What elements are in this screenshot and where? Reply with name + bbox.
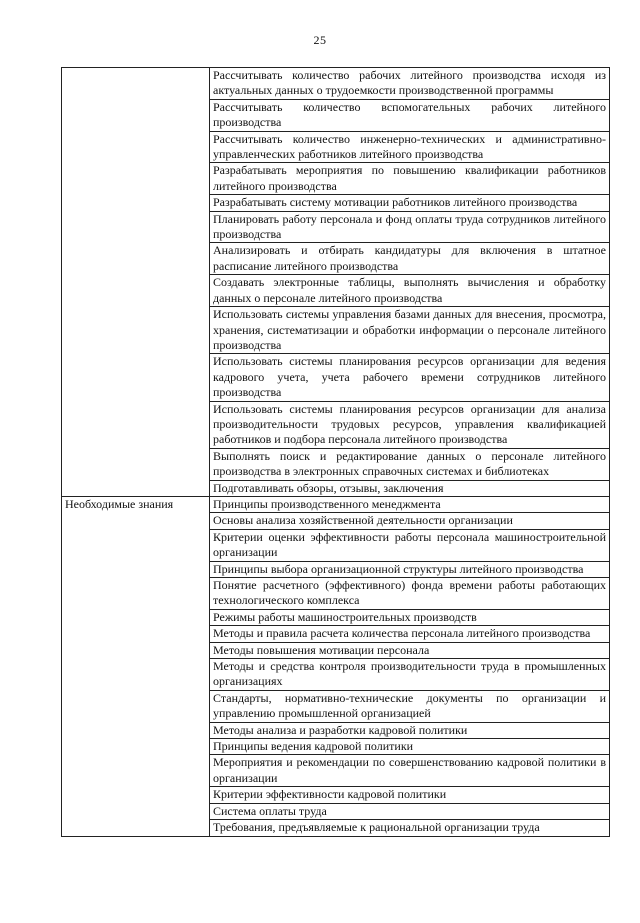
requirement-cell: Требования, предъявляемые к рациональной организации труда (210, 820, 610, 836)
requirement-cell: Методы анализа и разработки кадровой политики (210, 722, 610, 738)
requirement-cell: Методы повышения мотивации персонала (210, 642, 610, 658)
requirement-cell: Критерии эффективности кадровой политики (210, 787, 610, 803)
requirement-cell: Система оплаты труда (210, 803, 610, 819)
requirement-cell: Рассчитывать количество инженерно-технических и административно-управленческих работников литейного производства (210, 131, 610, 163)
table-row (62, 68, 610, 100)
requirement-cell: Использовать системы управления базами данных для внесения, просмотра, хранения, систематизации и обработки информации о персонале литейного производства (210, 307, 610, 354)
requirement-cell: Методы и правила расчета количества персонала литейного производства (210, 626, 610, 642)
table-row (62, 496, 610, 512)
requirement-cell: Рассчитывать количество рабочих литейного производства исходя из актуальных данных о трудоемкости производственной программы (210, 68, 610, 100)
requirement-cell: Создавать электронные таблицы, выполнять вычисления и обработку данных о персонале литейного производства (210, 275, 610, 307)
competency-table-body (62, 68, 610, 837)
section-label: Необходимые знания (62, 496, 210, 836)
requirement-cell: Основы анализа хозяйственной деятельности организации (210, 513, 610, 529)
requirement-cell: Принципы ведения кадровой политики (210, 739, 610, 755)
requirement-cell: Подготавливать обзоры, отзывы, заключения (210, 480, 610, 496)
requirement-cell: Выполнять поиск и редактирование данных о персонале литейного производства в электронных справочных системах и библиотеках (210, 448, 610, 480)
requirement-cell: Рассчитывать количество вспомогательных рабочих литейного производства (210, 99, 610, 131)
requirement-cell: Анализировать и отбирать кандидатуры для включения в штатное расписание литейного производства (210, 243, 610, 275)
requirement-cell: Методы и средства контроля производительности труда в промышленных организациях (210, 659, 610, 691)
requirement-cell: Использовать системы планирования ресурсов организации для анализа производительности трудовых ресурсов, управления квалификацией работников и подбора персонала литейного производства (210, 401, 610, 448)
requirement-cell: Понятие расчетного (эффективного) фонда времени работы работающих технологического комплекса (210, 578, 610, 610)
page-number: 25 (313, 33, 327, 47)
requirement-cell: Планировать работу персонала и фонд оплаты труда сотрудников литейного производства (210, 211, 610, 243)
requirement-cell: Режимы работы машиностроительных производств (210, 609, 610, 625)
requirement-cell: Стандарты, нормативно-технические документы по организации и управлению промышленной организацией (210, 690, 610, 722)
requirement-cell: Критерии оценки эффективности работы персонала машиностроительной организации (210, 529, 610, 561)
requirement-cell: Принципы выбора организационной структуры литейного производства (210, 561, 610, 577)
requirement-cell: Разрабатывать мероприятия по повышению квалификации работников литейного производства (210, 163, 610, 195)
requirement-cell: Мероприятия и рекомендации по совершенствованию кадровой политики в организации (210, 755, 610, 787)
competency-table (61, 67, 610, 837)
section-label (62, 68, 210, 497)
requirement-cell: Разрабатывать систему мотивации работников литейного производства (210, 195, 610, 211)
requirement-cell: Использовать системы планирования ресурсов организации для ведения кадрового учета, учета рабочего времени сотрудников литейного производства (210, 354, 610, 401)
requirement-cell: Принципы производственного менеджмента (210, 496, 610, 512)
